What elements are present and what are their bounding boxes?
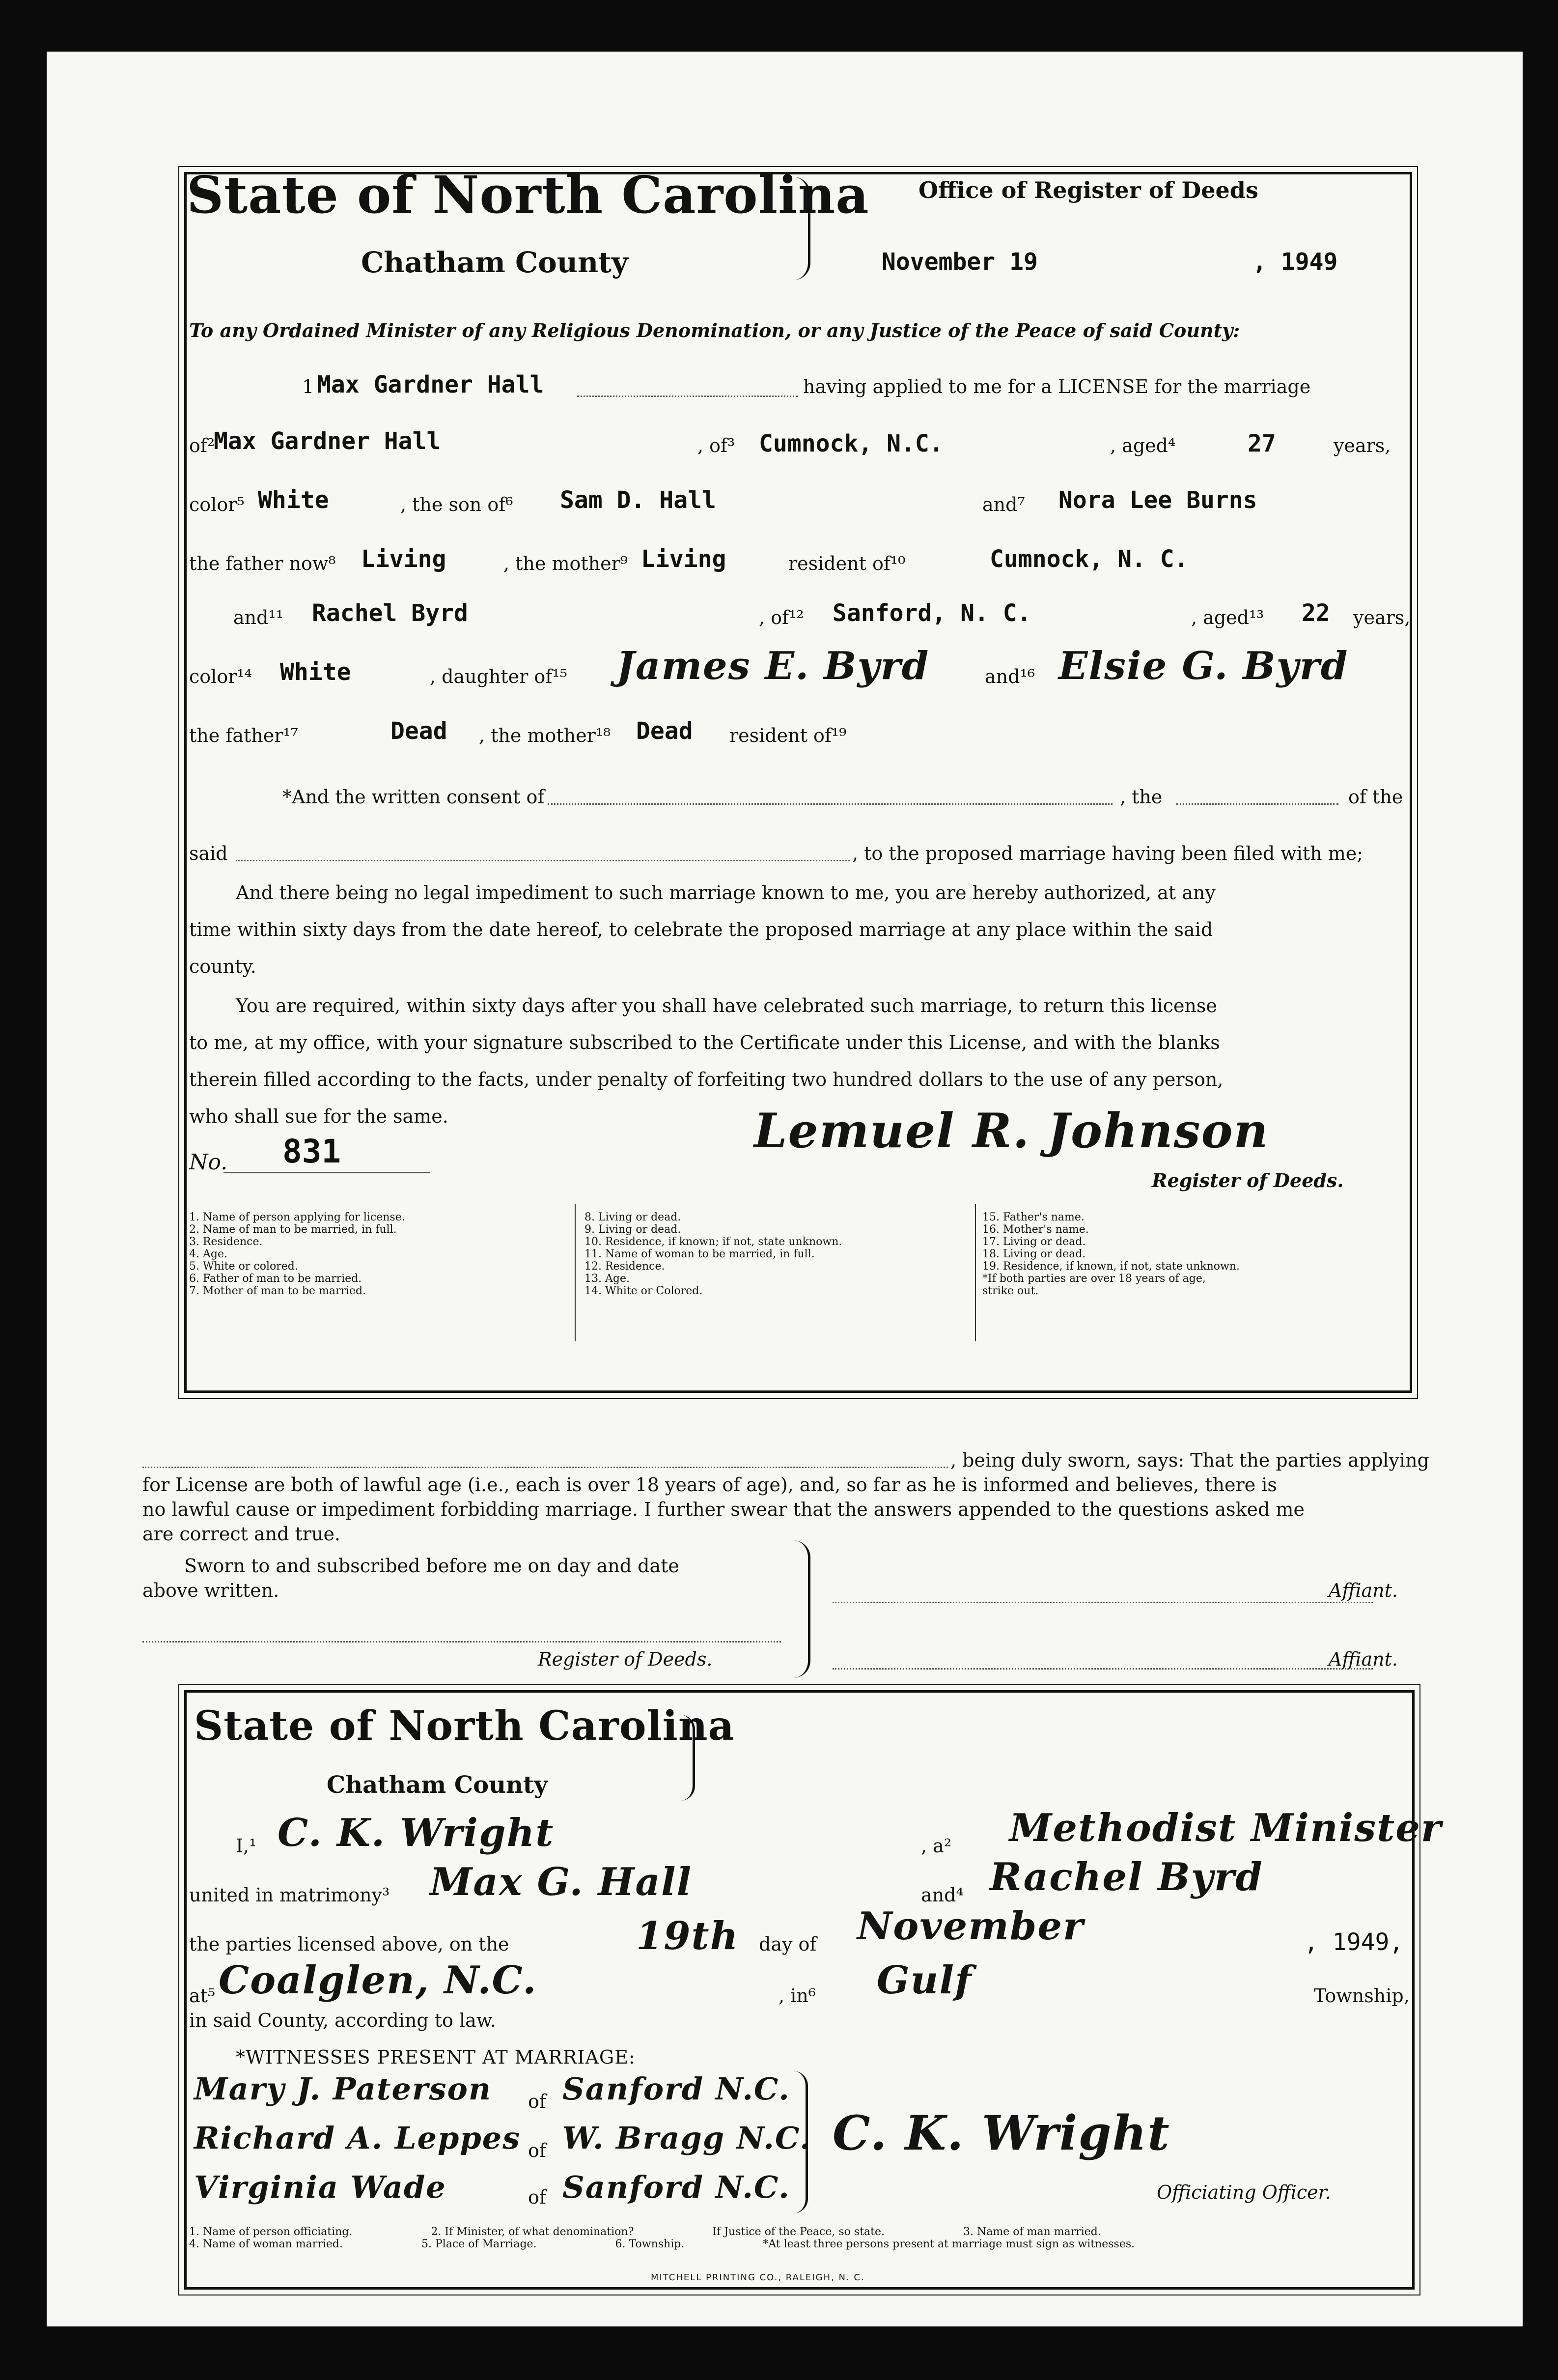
applicant-line (577, 396, 798, 397)
office-title: Office of Register of Deeds (918, 177, 1258, 203)
man-mother-status: Living (641, 545, 726, 573)
no-label: No. (189, 1150, 228, 1175)
footnote: strike out. (982, 1285, 1039, 1297)
witness-brace (793, 2071, 808, 2213)
man-residence: Cumnock, N.C. (759, 430, 944, 457)
certificate-county: Chatham County (327, 1771, 548, 1799)
para2-l1: You are required, within sixty days after you shall have celebrated such marriage, to return this license (236, 995, 1217, 1017)
footnote: 4. Name of woman married. (189, 2238, 343, 2250)
label-of12: , of¹² (759, 607, 804, 628)
woman-father-status: Dead (390, 717, 447, 745)
applicant-name: Max Gardner Hall (317, 371, 544, 398)
officiant-handwritten: C. K. Wright (278, 1811, 555, 1855)
label-united: united in matrimony³ (189, 1884, 390, 1906)
footnote: 2. If Minister, of what denomination? (431, 2226, 634, 2238)
label-and11: and¹¹ (233, 607, 283, 628)
label-mother18: , the mother¹⁸ (479, 725, 611, 746)
address-line: To any Ordained Minister of any Religious Denomination, or any Justice of the Peace of said County: (189, 319, 1240, 341)
license-number: 831 (282, 1133, 341, 1170)
footnote: 4. Age. (189, 1248, 227, 1260)
affidavit-l2: for License are both of lawful age (i.e., each is over 18 years of age), and, so far as he is informed and believes, there is (142, 1474, 1277, 1496)
label-township: Township, (1314, 1985, 1410, 2007)
certificate-footnotes-row-1 (189, 2226, 1402, 2238)
register-signature: Lemuel R. Johnson (754, 1103, 1269, 1159)
parents-residence: Cumnock, N. C. (990, 545, 1189, 573)
woman-father-handwritten: James E. Byrd (616, 644, 930, 688)
label-years2: years, (1353, 607, 1411, 628)
footnote: 7. Mother of man to be married. (189, 1285, 366, 1297)
label-father-now: the father now⁸ (189, 553, 336, 574)
footnote: 12. Residence. (584, 1260, 665, 1273)
para2-l3: therein filled according to the facts, under penalty of forfeiting two hundred dollars to the use of any person, (189, 1069, 1224, 1090)
label-aged13: , aged¹³ (1191, 607, 1264, 628)
license-box (184, 172, 1412, 1393)
footnote: *At least three persons present at marriage must sign as witnesses. (763, 2238, 1135, 2250)
footnote: 8. Living or dead. (584, 1211, 681, 1223)
para1-l3: county. (189, 956, 256, 977)
consent-text: *And the written consent of (282, 786, 545, 808)
sworn-l1: Sworn to and subscribed before me on day and date (184, 1555, 679, 1577)
label-and7: and⁷ (982, 494, 1025, 515)
license-state-title: State of North Carolina (187, 165, 869, 225)
denomination-handwritten: Methodist Minister (1009, 1806, 1442, 1850)
label-of3: , of³ (697, 435, 735, 456)
witness-2-of: of (528, 2140, 546, 2161)
footnote: 19. Residence, if known, if not, state unknown. (982, 1260, 1240, 1273)
label-i: I,¹ (236, 1835, 257, 1857)
certificate-state-title: State of North Carolina (194, 1702, 735, 1750)
label-aged: , aged⁴ (1110, 435, 1176, 456)
woman-mother-handwritten: Elsie G. Byrd (1058, 644, 1349, 688)
witness-3-of: of (528, 2186, 546, 2208)
register-line (142, 1641, 781, 1643)
affidavit-l1: , being duly sworn, says: That the parties applying (950, 1449, 1429, 1471)
label-son-of: , the son of⁶ (400, 494, 513, 515)
man-mother: Nora Lee Burns (1058, 486, 1257, 514)
printer-credit: MITCHELL PRINTING CO., RALEIGH, N. C. (651, 2272, 865, 2283)
witnesses-header: *WITNESSES PRESENT AT MARRIAGE: (236, 2046, 636, 2068)
footnotes-col1 (189, 1211, 405, 1297)
footnote: 9. Living or dead. (584, 1223, 681, 1236)
marriage-license-document (47, 52, 1523, 2326)
consent-line (548, 803, 1113, 805)
label-said-county: in said County, according to law. (189, 2010, 496, 2031)
affiant2-line (833, 1668, 1373, 1670)
sworn-l2: above written. (142, 1580, 279, 1601)
month-handwritten: November (857, 1904, 1085, 1949)
label-1: 1 (302, 376, 314, 397)
officiant-signature: C. K. Wright (833, 2105, 1170, 2161)
woman-handwritten: Rachel Byrd (990, 1855, 1263, 1899)
applied-text: having applied to me for a LICENSE for the marriage (803, 376, 1311, 397)
label-resident10: resident of¹⁰ (788, 553, 906, 574)
said-text: , to the proposed marriage having been filed with me; (852, 843, 1363, 864)
footnote: 15. Father's name. (982, 1211, 1085, 1223)
label-daughter-of: , daughter of¹⁵ (430, 666, 567, 687)
certificate-year: , 1949, (1304, 1928, 1404, 1956)
para2-l4: who shall sue for the same. (189, 1105, 448, 1127)
man-father: Sam D. Hall (560, 486, 716, 514)
certificate-footnotes (189, 2226, 1402, 2250)
footnote: 10. Residence, if known; if not, state unknown. (584, 1236, 842, 1248)
affidavit-l4: are correct and true. (142, 1523, 341, 1545)
man-name: Max Gardner Hall (214, 427, 441, 455)
register-label: Register of Deeds. (538, 1648, 713, 1670)
affidavit-l3: no lawful cause or impediment forbidding marriage. I further swear that the answers appended to the questions asked me (142, 1499, 1305, 1520)
label-a: , a² (921, 1835, 952, 1857)
footnote: *If both parties are over 18 years of age, (982, 1273, 1206, 1285)
footnote: 2. Name of man to be married, in full. (189, 1223, 397, 1236)
label-at5: at⁵ (189, 1985, 216, 2007)
said-label: said (189, 843, 228, 864)
para2-l2: to me, at my office, with your signature subscribed to the Certificate under this License, and with the blanks (189, 1032, 1220, 1053)
certificate-footnotes-row-2 (189, 2238, 1402, 2250)
witness-1-of: of (528, 2091, 546, 2112)
footnotes-col3 (982, 1211, 1240, 1297)
affiant1-label: Affiant. (1329, 1580, 1398, 1601)
label-years: years, (1334, 435, 1391, 456)
label-the-father17: the father¹⁷ (189, 725, 298, 746)
woman-residence: Sanford, N. C. (833, 599, 1031, 627)
footnote: 14. White or Colored. (584, 1285, 703, 1297)
footnote: 3. Residence. (189, 1236, 263, 1248)
para1-l1: And there being no legal impediment to such marriage known to me, you are hereby authorized, at any (236, 882, 1216, 904)
footnote: 1. Name of person officiating. (189, 2226, 353, 2238)
said-line (236, 860, 850, 861)
witness-1-place: Sanford N.C. (562, 2071, 790, 2107)
register-title: Register of Deeds. (1152, 1169, 1344, 1191)
footnote: 5. Place of Marriage. (421, 2238, 537, 2250)
label-and16: and¹⁶ (985, 666, 1035, 687)
footnote: 13. Age. (584, 1273, 630, 1285)
affiant1-line (833, 1602, 1373, 1603)
witness-2-place: W. Bragg N.C. (562, 2120, 811, 2156)
township-handwritten: Gulf (877, 1958, 973, 2003)
footnote: 11. Name of woman to be married, in full. (584, 1248, 815, 1260)
man-color: White (258, 486, 329, 514)
number-line (223, 1172, 430, 1173)
footnote: If Justice of the Peace, so state. (712, 2226, 885, 2238)
woman-name: Rachel Byrd (312, 599, 468, 627)
footnote-divider-2 (975, 1204, 976, 1341)
man-handwritten: Max G. Hall (430, 1860, 693, 1904)
label-parties: the parties licensed above, on the (189, 1933, 509, 1955)
license-date: November 19 (882, 248, 1038, 276)
license-brace (793, 177, 810, 280)
man-age: 27 (1248, 430, 1276, 457)
consent-line-2 (1176, 803, 1338, 805)
label-color14: color¹⁴ (189, 666, 252, 687)
woman-age: 22 (1302, 599, 1330, 627)
officiant-title: Officiating Officer. (1157, 2182, 1331, 2203)
label-and4: and⁴ (921, 1884, 964, 1906)
label-color5: color⁵ (189, 494, 245, 515)
license-year: , 1949 (1252, 248, 1338, 276)
label-resident19: resident of¹⁹ (729, 725, 847, 746)
woman-color: White (280, 658, 351, 686)
footnote: 6. Father of man to be married. (189, 1273, 362, 1285)
label-mother9: , the mother⁹ (503, 553, 628, 574)
footnote: 3. Name of man married. (963, 2226, 1101, 2238)
affiant2-label: Affiant. (1329, 1648, 1398, 1670)
license-county: Chatham County (361, 246, 628, 279)
footnote: 5. White or colored. (189, 1260, 298, 1273)
label-of2: of² (189, 435, 215, 456)
footnote: 17. Living or dead. (982, 1236, 1086, 1248)
footnotes-col2 (584, 1211, 842, 1297)
label-day-of: day of (759, 1933, 817, 1955)
footnote-divider-1 (575, 1204, 576, 1341)
witness-3-name: Virginia Wade (194, 2169, 446, 2205)
consent-the: , the (1120, 786, 1163, 808)
affidavit-name-line (142, 1467, 948, 1468)
day-handwritten: 19th (636, 1914, 739, 1958)
footnote: 6. Township. (615, 2238, 685, 2250)
place-handwritten: Coalglen, N.C. (219, 1958, 537, 2003)
footnote: 18. Living or dead. (982, 1248, 1086, 1260)
footnote: 16. Mother's name. (982, 1223, 1089, 1236)
para1-l2: time within sixty days from the date hereof, to celebrate the proposed marriage at any place within the said (189, 919, 1213, 940)
certificate-brace (680, 1715, 695, 1801)
witness-2-name: Richard A. Leppes (194, 2120, 521, 2156)
woman-mother-status: Dead (636, 717, 693, 745)
man-father-status: Living (361, 545, 446, 573)
label-in6: , in⁶ (779, 1985, 816, 2007)
consent-of-the: of the (1348, 786, 1403, 808)
footnote: 1. Name of person applying for license. (189, 1211, 405, 1223)
witness-3-place: Sanford N.C. (562, 2169, 790, 2205)
witness-1-name: Mary J. Paterson (194, 2071, 492, 2107)
affidavit-brace (793, 1540, 810, 1678)
